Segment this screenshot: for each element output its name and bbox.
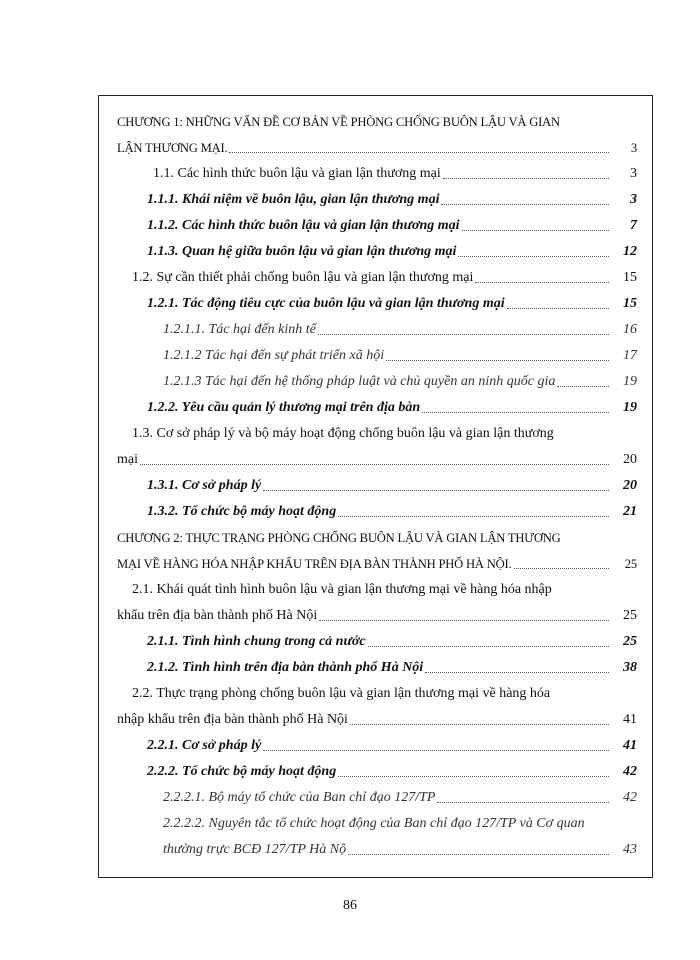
leader-dots	[443, 178, 609, 179]
toc-entry-text: mại	[117, 452, 138, 467]
toc-entry-text: thường trực BCĐ 127/TP Hà Nộ	[163, 842, 347, 857]
leader-dots	[348, 854, 609, 855]
leader-dots	[422, 412, 609, 413]
toc-chapter-1-line2[interactable]	[117, 139, 637, 157]
toc-page-number: 15	[623, 296, 637, 311]
toc-chapter-2-line2[interactable]	[117, 555, 637, 573]
toc-page-number: 43	[623, 842, 637, 857]
toc-section-2-1-2[interactable]	[147, 659, 637, 677]
toc-page-number: 20	[623, 478, 637, 493]
leader-dots	[462, 230, 609, 231]
leader-dots	[507, 308, 609, 309]
leader-dots	[338, 776, 609, 777]
toc-entry-text: 1.2.1.3 Tác hại đến hệ thống pháp luật và chủ quyền an ninh quốc gia	[163, 374, 556, 389]
toc-section-2-2-1[interactable]	[147, 737, 637, 755]
toc-section-1-2-2[interactable]	[147, 399, 637, 417]
toc-entry-text: 1.1.3. Quan hệ giữa buôn lậu và gian lận thương mại	[147, 244, 457, 259]
page-number: 86	[343, 898, 357, 913]
toc-page-number: 7	[630, 218, 637, 233]
toc-page-number: 25	[623, 634, 637, 649]
leader-dots	[318, 334, 609, 335]
toc-section-1-1-1[interactable]	[147, 191, 637, 209]
toc-entry-text: MẠI VỀ HÀNG HÓA NHẬP KHẨU TRÊN ĐỊA BÀN THÀNH PHỐ HÀ NỘI.	[117, 557, 512, 571]
toc-chapter-1-line1[interactable]: CHƯƠNG 1: NHỮNG VẤN ĐỀ CƠ BẢN VỀ PHÒNG CHỐNG BUÔN LẬU VÀ GIAN	[117, 115, 560, 129]
toc-entry-text: 1.2.1.1. Tác hại đến kinh tế	[163, 322, 316, 337]
toc-section-1-3-1[interactable]	[147, 477, 637, 495]
toc-section-1-3-2[interactable]	[147, 503, 637, 521]
leader-dots	[338, 516, 609, 517]
toc-page-number: 42	[623, 790, 637, 805]
toc-page-number: 3	[630, 192, 637, 207]
toc-page-number: 17	[623, 348, 637, 363]
leader-dots	[514, 568, 610, 569]
toc-section-2-2-2-2-line2[interactable]	[163, 841, 637, 859]
leader-dots	[475, 282, 609, 283]
toc-section-2-2-line1[interactable]: 2.2. Thực trạng phòng chống buôn lậu và gian lận thương mại về hàng hóa	[132, 686, 551, 701]
leader-dots	[557, 386, 609, 387]
toc-entry-text: 1.1.1. Khái niệm về buôn lậu, gian lận thương mại	[147, 192, 440, 207]
leader-dots	[319, 620, 609, 621]
toc-entry-text: nhập khẩu trên địa bàn thành phố Hà Nội	[117, 712, 348, 727]
leader-dots	[437, 802, 609, 803]
toc-section-2-2-2-2-line1[interactable]: 2.2.2.2. Nguyên tắc tổ chức hoạt động của Ban chỉ đạo 127/TP và Cơ quan	[163, 816, 585, 831]
toc-section-2-1-line2[interactable]	[117, 607, 637, 625]
toc-section-1-2-1-1[interactable]	[163, 321, 637, 339]
toc-entry-text: 2.1.2. Tình hình trên địa bàn thành phố Hà Nội	[147, 660, 424, 675]
toc-section-1-2-1-3[interactable]	[163, 373, 637, 391]
toc-page-number: 16	[623, 322, 637, 337]
toc-page-number: 12	[623, 244, 637, 259]
toc-entry-text: 1.1.2. Các hình thức buôn lậu và gian lận thương mại	[147, 218, 460, 233]
toc-section-2-2-2-1[interactable]	[163, 789, 637, 807]
toc-section-1-3-line2[interactable]	[117, 451, 637, 469]
toc-section-2-2-line2[interactable]	[117, 711, 637, 729]
toc-section-2-2-2[interactable]	[147, 763, 637, 781]
toc-entry-text: 1.2.1. Tác động tiêu cực của buôn lậu và gian lận thương mại	[147, 296, 505, 311]
toc-section-1-2[interactable]	[132, 269, 637, 287]
leader-dots	[386, 360, 609, 361]
leader-dots	[263, 750, 609, 751]
leader-dots	[458, 256, 609, 257]
toc-entry-text: 2.2.2.1. Bộ máy tổ chức của Ban chỉ đạo 127/TP	[163, 790, 436, 805]
toc-entry-text: 1.1. Các hình thức buôn lậu và gian lận thương mại	[153, 166, 441, 181]
toc-section-2-1-1[interactable]	[147, 633, 637, 651]
leader-dots	[441, 204, 609, 205]
leader-dots	[425, 672, 609, 673]
toc-entry-text: 1.2.1.2 Tác hại đến sự phát triển xã hội	[163, 348, 385, 363]
toc-entry-text: 1.3.2. Tổ chức bộ máy hoạt động	[147, 504, 337, 519]
leader-dots	[368, 646, 609, 647]
toc-page-number: 41	[623, 712, 637, 727]
toc-chapter-2-line1[interactable]: CHƯƠNG 2: THỰC TRẠNG PHÒNG CHỐNG BUÔN LẬU VÀ GIAN LẬN THƯƠNG	[117, 531, 561, 545]
toc-page-number: 42	[623, 764, 637, 779]
toc-section-1-3-line1[interactable]: 1.3. Cơ sở pháp lý và bộ máy hoạt động chống buôn lậu và gian lận thương	[132, 426, 554, 441]
leader-dots	[263, 490, 609, 491]
toc-page-number: 41	[623, 738, 637, 753]
toc-section-2-1-line1[interactable]: 2.1. Khái quát tình hình buôn lậu và gian lận thương mại về hàng hóa nhập	[132, 582, 552, 597]
toc-entry-text: 2.2.2. Tổ chức bộ máy hoạt động	[147, 764, 337, 779]
toc-section-1-1-3[interactable]	[147, 243, 637, 261]
toc-page-number: 21	[623, 504, 637, 519]
toc-entry-text: 2.1.1. Tình hình chung trong cả nước	[147, 634, 366, 649]
toc-page-number: 19	[623, 374, 637, 389]
leader-dots	[350, 724, 609, 725]
leader-dots	[229, 152, 609, 153]
toc-entry-text: 1.3.1. Cơ sở pháp lý	[147, 478, 262, 493]
toc-page-number: 20	[623, 452, 637, 467]
toc-entry-text: 1.2. Sự cần thiết phải chống buôn lậu và gian lận thương mại	[132, 270, 474, 285]
toc-page-number: 3	[630, 141, 637, 155]
toc-page-number: 15	[623, 270, 637, 285]
toc-entry-text: khẩu trên địa bàn thành phố Hà Nội	[117, 608, 318, 623]
toc-page-number: 38	[623, 660, 637, 675]
toc-entry-text: LẬN THƯƠNG MẠI.	[117, 141, 228, 155]
toc-page-number: 3	[630, 166, 637, 181]
toc-entry-text: 2.2.1. Cơ sở pháp lý	[147, 738, 262, 753]
toc-section-1-1[interactable]	[153, 165, 637, 183]
leader-dots	[140, 464, 609, 465]
toc-section-1-2-1[interactable]	[147, 295, 637, 313]
toc-entry-text: 1.2.2. Yêu cầu quản lý thương mại trên địa bàn	[147, 400, 421, 415]
toc-page-number: 25	[624, 557, 637, 571]
toc-page-number: 19	[623, 400, 637, 415]
toc-page-number: 25	[623, 608, 637, 623]
toc-section-1-1-2[interactable]	[147, 217, 637, 235]
toc-section-1-2-1-2[interactable]	[163, 347, 637, 365]
